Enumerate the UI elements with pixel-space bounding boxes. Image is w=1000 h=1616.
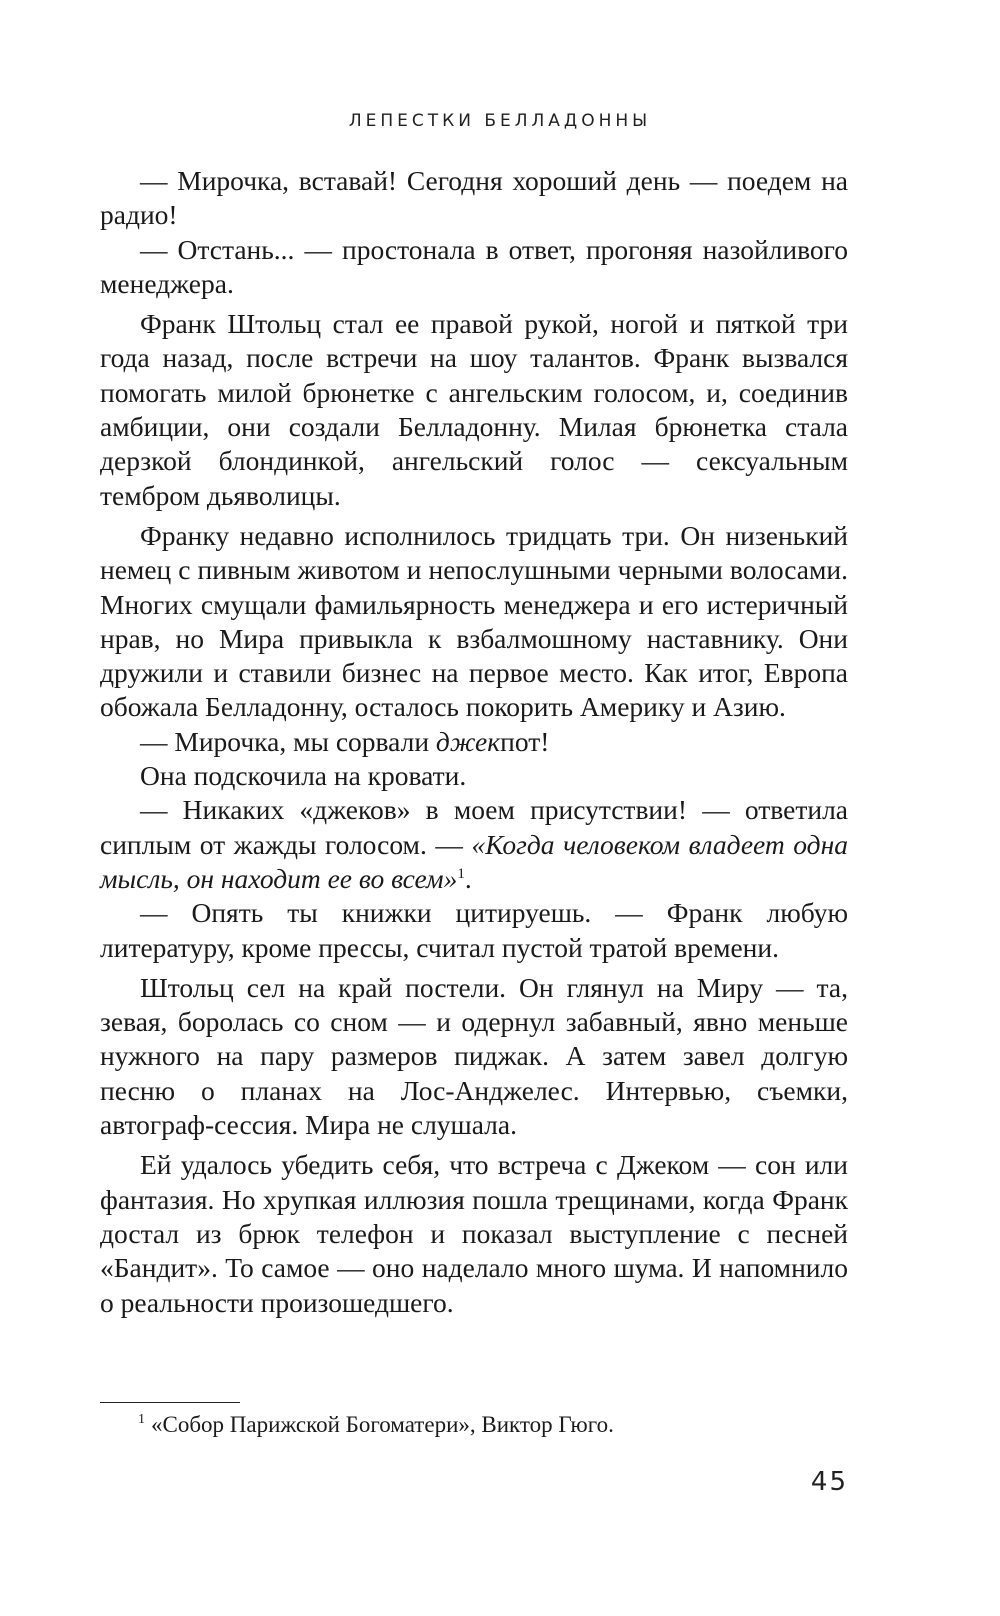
main-text [100,164,848,1320]
paragraph-3: Франк Штольц стал ее правой рукой, ногой и пяткой три года назад, после встречи на шоу талантов. Франк вызвался помогать милой брюнетке с ангельским голосом, и, соединив амбиции, они создали Белладонну. Милая брюнетка стала дерзкой блондинкой, ангельский голос — сексуальным тембром дьяволицы. [100,308,848,511]
footnote-number: 1 [138,1412,145,1428]
paragraph-5-start: — Мирочка, мы сорвали [140,725,436,757]
paragraph-7-start: — Никаких «джеков» в моем присутствии! — ответила сиплым от жажды голосом. — [100,794,848,860]
footnote-divider [100,1402,240,1403]
paragraph-8: — Опять ты книжки цитируешь. — Франк любую литературу, кроме прессы, считал пустой тратой времени. [100,897,848,963]
paragraph-5 [100,725,848,759]
paragraph-1: — Мирочка, вставай! Сегодня хороший день — поедем на радио! [100,165,848,231]
footnote-reference[interactable]: 1 [457,865,465,882]
paragraph-6: Она подскочила на кровати. [140,760,467,792]
paragraph-9: Штольц сел на край постели. Он глянул на Миру — та, зевая, боролась со сном — и одернул забавный, явно меньше нужного на пару размеров пиджак. А затем завел долгую песню о планах на Лос-Анджелес. Интервью, съемки, автограф-сессия. Мира не слушала. [100,971,848,1141]
footnote [138,1410,858,1440]
running-title: ЛЕПЕСТКИ БЕЛЛАДОННЫ [348,111,652,131]
page-number: 45 [810,1467,848,1497]
paragraph-10: Ей удалось убедить себя, что встреча с Джеком — сон или фантазия. Но хрупкая иллюзия пошла трещинами, когда Франк достал из брюк телефон и показал выступление с песней «Бандит». То самое — оно наделало много шума. И напомнило о реальности произошедшего. [100,1149,848,1318]
paragraph-7 [100,793,848,896]
footnote-text: «Собор Парижской Богоматери», Виктор Гюго. [151,1412,614,1437]
paragraph-7-end: . [464,862,472,894]
paragraph-7-quote: «Когда человеком владеет одна мысль, он находит ее во всем» [100,828,848,894]
paragraph-4: Франку недавно исполнилось тридцать три. Он низенький немец с пивным животом и непослушными черными волосами. Многих смущали фамильярность менеджера и его истеричный нрав, но Мира привыкла к взбалмошному наставнику. Они дружили и ставили бизнес на первое место. Как итог, Европа обожала Белладонну, осталось покорить Америку и Азию. [100,519,848,723]
paragraph-2: — Отстань... — простонала в ответ, прогоняя назойливого менеджера. [100,233,848,299]
paragraph-5-italic: джек [435,725,501,757]
paragraph-5-end: пот! [500,725,550,757]
